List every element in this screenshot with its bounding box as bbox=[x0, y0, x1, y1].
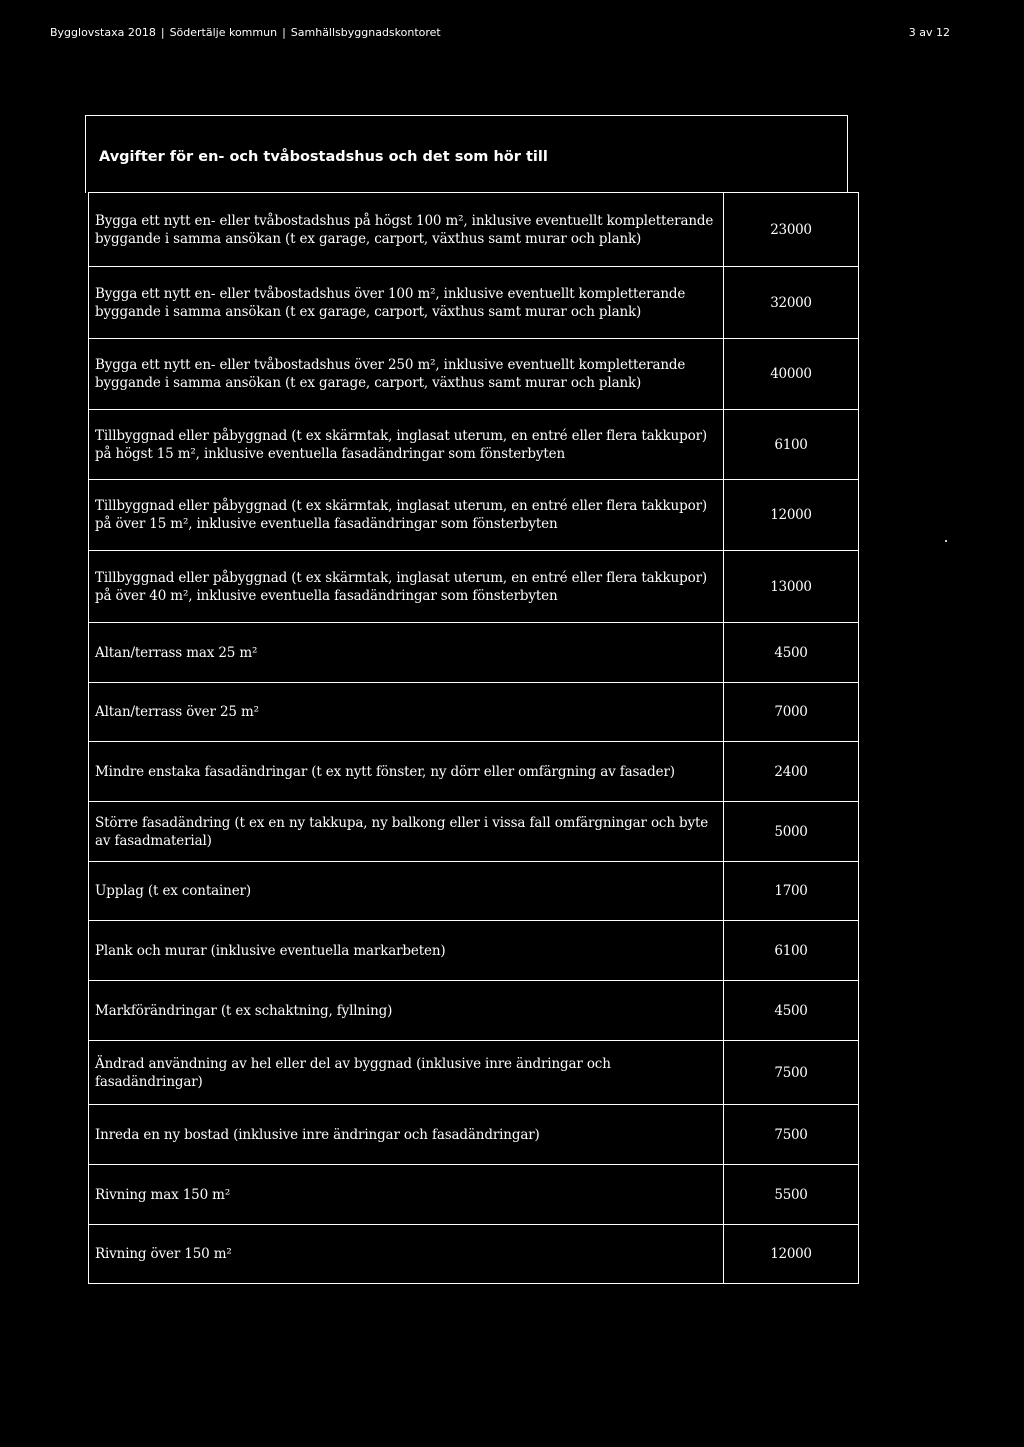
fee-description: Bygga ett nytt en- eller tvåbostadshus över 250 m², inklusive eventuellt kompletterande byggande i samma ansökan (t ex garage, carport, växthus samt murar och plank) bbox=[89, 339, 724, 410]
fee-amount: 7000 bbox=[724, 683, 859, 742]
fee-amount: 1700 bbox=[724, 862, 859, 921]
fee-description: Altan/terrass över 25 m² bbox=[89, 683, 724, 742]
fee-description: Tillbyggnad eller påbyggnad (t ex skärmtak, inglasat uterum, en entré eller flera takkupor) på över 15 m², inklusive eventuella fasadändringar som fönsterbyten bbox=[89, 480, 724, 551]
fee-description: Bygga ett nytt en- eller tvåbostadshus över 100 m², inklusive eventuellt kompletterande byggande i samma ansökan (t ex garage, carport, växthus samt murar och plank) bbox=[89, 267, 724, 339]
fee-description: Tillbyggnad eller påbyggnad (t ex skärmtak, inglasat uterum, en entré eller flera takkupor) på över 40 m², inklusive eventuella fasadändringar som fönsterbyten bbox=[89, 551, 724, 623]
table-row bbox=[89, 683, 859, 742]
fee-amount: 5000 bbox=[724, 802, 859, 862]
section-title: Avgifter för en- och tvåbostadshus och det som hör till bbox=[99, 149, 548, 165]
separator: | bbox=[160, 26, 165, 39]
fee-amount: 4500 bbox=[724, 623, 859, 683]
fee-amount: 2400 bbox=[724, 742, 859, 802]
fee-amount: 12000 bbox=[724, 1225, 859, 1284]
document-title: Bygglovstaxa 2018 bbox=[50, 26, 156, 39]
fee-amount: 23000 bbox=[724, 193, 859, 267]
table-row bbox=[89, 551, 859, 623]
section-header-box bbox=[85, 115, 848, 193]
fee-amount: 7500 bbox=[724, 1105, 859, 1165]
fee-amount: 5500 bbox=[724, 1165, 859, 1225]
table-row bbox=[89, 921, 859, 981]
table-row bbox=[89, 1105, 859, 1165]
scan-speck bbox=[945, 540, 947, 542]
fee-amount: 12000 bbox=[724, 480, 859, 551]
fee-description: Bygga ett nytt en- eller tvåbostadshus på högst 100 m², inklusive eventuellt kompletterande byggande i samma ansökan (t ex garage, carport, växthus samt murar och plank) bbox=[89, 193, 724, 267]
fee-description: Inreda en ny bostad (inklusive inre ändringar och fasadändringar) bbox=[89, 1105, 724, 1165]
table-row bbox=[89, 193, 859, 267]
fee-description: Markförändringar (t ex schaktning, fyllning) bbox=[89, 981, 724, 1041]
fee-description: Altan/terrass max 25 m² bbox=[89, 623, 724, 683]
table-row bbox=[89, 339, 859, 410]
municipality-name: Södertälje kommun bbox=[169, 26, 278, 39]
table-row bbox=[89, 1165, 859, 1225]
table-row bbox=[89, 267, 859, 339]
fee-amount: 13000 bbox=[724, 551, 859, 623]
fee-amount: 4500 bbox=[724, 981, 859, 1041]
header-breadcrumb bbox=[50, 26, 441, 39]
table-row bbox=[89, 1041, 859, 1105]
fee-amount: 6100 bbox=[724, 921, 859, 981]
fee-description: Upplag (t ex container) bbox=[89, 862, 724, 921]
fee-amount: 6100 bbox=[724, 410, 859, 480]
page-header bbox=[50, 26, 950, 46]
fee-description: Större fasadändring (t ex en ny takkupa, ny balkong eller i vissa fall omfärgningar och byte av fasadmaterial) bbox=[89, 802, 724, 862]
fee-description: Plank och murar (inklusive eventuella markarbeten) bbox=[89, 921, 724, 981]
fee-table bbox=[88, 192, 859, 1284]
table-row bbox=[89, 480, 859, 551]
fee-amount: 7500 bbox=[724, 1041, 859, 1105]
fee-description: Mindre enstaka fasadändringar (t ex nytt fönster, ny dörr eller omfärgning av fasader) bbox=[89, 742, 724, 802]
table-row bbox=[89, 862, 859, 921]
separator: | bbox=[282, 26, 286, 39]
table-row bbox=[89, 802, 859, 862]
fee-description: Rivning max 150 m² bbox=[89, 1165, 724, 1225]
table-row bbox=[89, 623, 859, 683]
fee-description: Tillbyggnad eller påbyggnad (t ex skärmtak, inglasat uterum, en entré eller flera takkupor) på högst 15 m², inklusive eventuella fasadändringar som fönsterbyten bbox=[89, 410, 724, 480]
table-row bbox=[89, 1225, 859, 1284]
fee-amount: 40000 bbox=[724, 339, 859, 410]
office-name: Samhällsbyggnadskontoret bbox=[290, 26, 441, 39]
page-number: 3 av 12 bbox=[908, 26, 950, 39]
table-row bbox=[89, 410, 859, 480]
fee-amount: 32000 bbox=[724, 267, 859, 339]
fee-description: Rivning över 150 m² bbox=[89, 1225, 724, 1284]
fee-description: Ändrad användning av hel eller del av byggnad (inklusive inre ändringar och fasadändringar) bbox=[89, 1041, 724, 1105]
table-row bbox=[89, 742, 859, 802]
table-row bbox=[89, 981, 859, 1041]
